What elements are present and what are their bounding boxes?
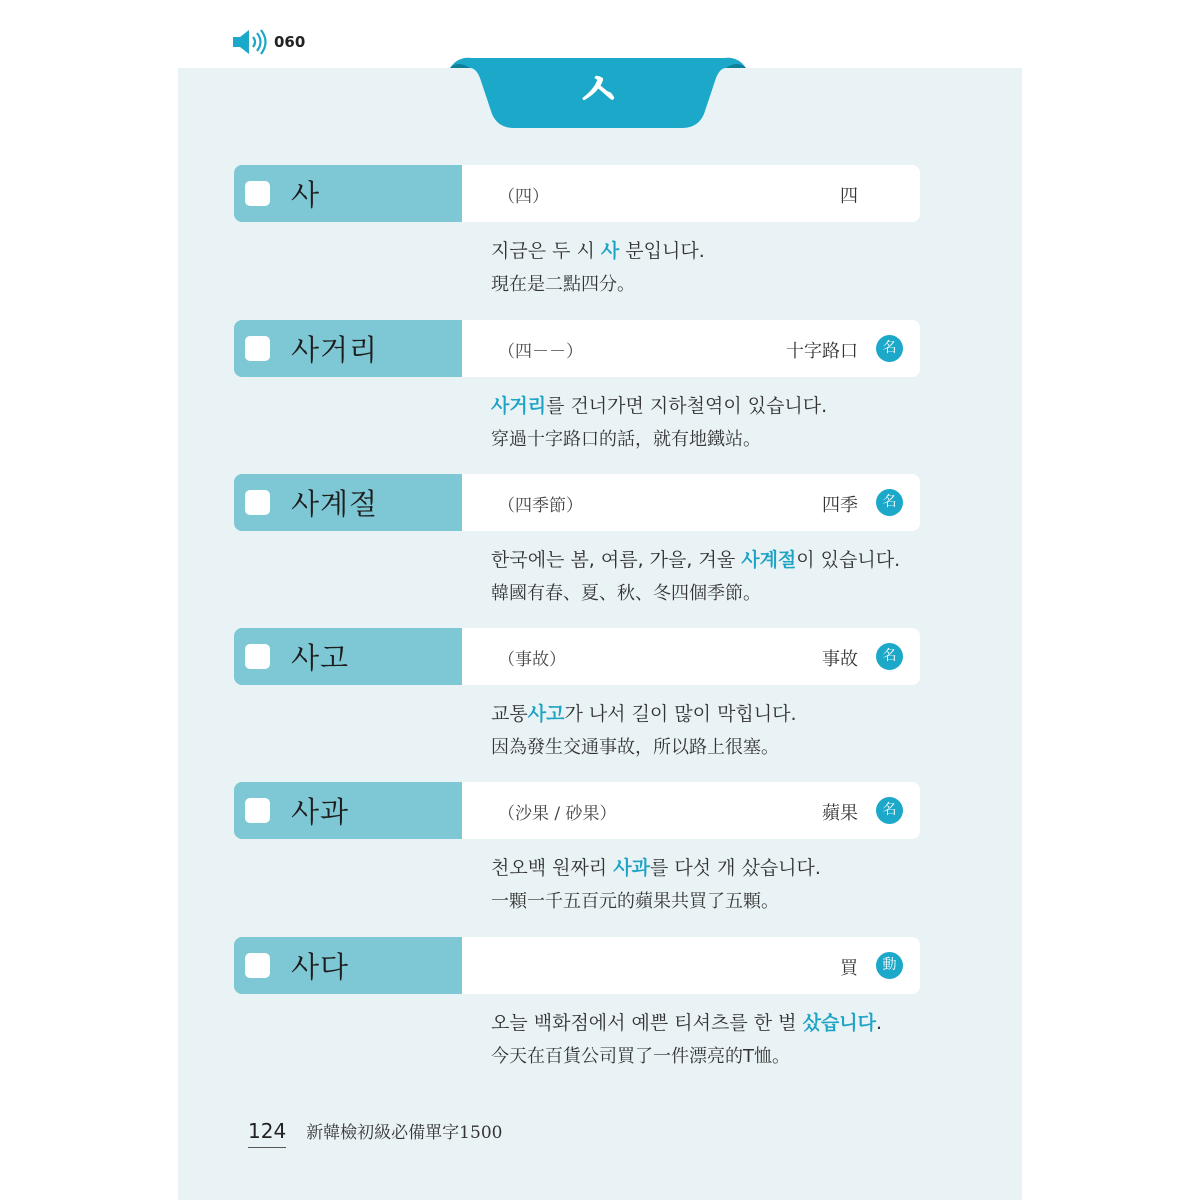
meaning: 蘋果 bbox=[822, 803, 858, 824]
vocab-entry bbox=[234, 628, 920, 765]
etymology: （四季節） bbox=[498, 496, 583, 516]
word-cell bbox=[234, 937, 462, 994]
entry-bar bbox=[234, 628, 920, 685]
translation: 韓國有春、夏、秋、冬四個季節。 bbox=[491, 583, 761, 604]
audio-track[interactable] bbox=[232, 28, 305, 56]
checkbox[interactable] bbox=[245, 953, 270, 978]
checkbox[interactable] bbox=[245, 336, 270, 361]
headword: 사고 bbox=[291, 641, 350, 675]
entry-bar bbox=[234, 165, 920, 222]
translation: 一顆一千五百元的蘋果共買了五顆。 bbox=[491, 891, 779, 912]
word-cell bbox=[234, 782, 462, 839]
highlighted-word: 사과 bbox=[613, 857, 650, 879]
headword: 사 bbox=[291, 178, 321, 212]
vocab-entry bbox=[234, 165, 920, 302]
info-cell bbox=[462, 474, 920, 531]
headword: 사계절 bbox=[291, 487, 379, 521]
word-cell bbox=[234, 474, 462, 531]
translation: 現在是二點四分。 bbox=[491, 274, 635, 295]
book-title: 新韓檢初級必備單字1500 bbox=[306, 1123, 503, 1143]
headword: 사다 bbox=[291, 950, 350, 984]
pos-badge: 名 bbox=[876, 797, 903, 824]
highlighted-word: 사 bbox=[600, 240, 620, 262]
pos-badge: 名 bbox=[876, 335, 903, 362]
meaning: 四季 bbox=[822, 495, 858, 516]
info-cell bbox=[462, 628, 920, 685]
headword: 사과 bbox=[291, 795, 350, 829]
section-letter: ㅅ bbox=[574, 62, 622, 118]
example-sentence: 교통사고가 나서 길이 많이 막힙니다. bbox=[491, 703, 797, 725]
etymology: （四） bbox=[498, 187, 549, 207]
checkbox[interactable] bbox=[245, 798, 270, 823]
example-sentence: 오늘 백화점에서 예쁜 티셔츠를 한 벌 샀습니다. bbox=[491, 1012, 883, 1034]
page-number: 124 bbox=[248, 1119, 286, 1148]
highlighted-word: 사고 bbox=[527, 703, 565, 725]
example-sentence: 사거리를 건너가면 지하철역이 있습니다. bbox=[491, 395, 828, 417]
entry-bar bbox=[234, 320, 920, 377]
meaning: 買 bbox=[840, 958, 858, 979]
word-cell bbox=[234, 320, 462, 377]
word-cell bbox=[234, 165, 462, 222]
headword: 사거리 bbox=[291, 333, 379, 367]
vocab-entry bbox=[234, 937, 920, 1074]
meaning: 事故 bbox=[822, 649, 858, 670]
etymology: （四－－） bbox=[498, 342, 583, 362]
example-sentence: 지금은 두 시 사 분입니다. bbox=[491, 240, 705, 262]
info-cell bbox=[462, 320, 920, 377]
info-cell bbox=[462, 937, 920, 994]
pos-badge: 名 bbox=[876, 489, 903, 516]
section-banner bbox=[450, 56, 746, 130]
example-sentence: 천오백 원짜리 사과를 다섯 개 샀습니다. bbox=[491, 857, 821, 879]
highlighted-word: 샀습니다 bbox=[802, 1012, 876, 1034]
word-cell bbox=[234, 628, 462, 685]
page-footer bbox=[248, 1118, 502, 1148]
checkbox[interactable] bbox=[245, 490, 270, 515]
vocab-entry bbox=[234, 474, 920, 611]
pos-badge: 名 bbox=[876, 643, 903, 670]
checkbox[interactable] bbox=[245, 181, 270, 206]
checkbox[interactable] bbox=[245, 644, 270, 669]
etymology: （事故） bbox=[498, 650, 566, 670]
etymology: （沙果 / 砂果） bbox=[498, 804, 617, 824]
speaker-icon[interactable] bbox=[232, 28, 268, 56]
translation: 穿過十字路口的話，就有地鐵站。 bbox=[491, 429, 761, 450]
pos-badge: 動 bbox=[876, 952, 903, 979]
meaning: 十字路口 bbox=[786, 341, 858, 362]
track-number: 060 bbox=[274, 33, 306, 51]
entry-bar bbox=[234, 474, 920, 531]
translation: 今天在百貨公司買了一件漂亮的T恤。 bbox=[491, 1046, 790, 1067]
vocab-entry bbox=[234, 782, 920, 919]
vocab-entry bbox=[234, 320, 920, 457]
meaning: 四 bbox=[840, 186, 858, 207]
info-cell bbox=[462, 165, 920, 222]
example-sentence: 한국에는 봄, 여름, 가을, 겨울 사계절이 있습니다. bbox=[491, 549, 901, 571]
entry-bar bbox=[234, 937, 920, 994]
entry-bar bbox=[234, 782, 920, 839]
translation: 因為發生交通事故，所以路上很塞。 bbox=[491, 737, 779, 758]
highlighted-word: 사계절 bbox=[741, 549, 797, 571]
highlighted-word: 사거리 bbox=[491, 395, 547, 417]
info-cell bbox=[462, 782, 920, 839]
